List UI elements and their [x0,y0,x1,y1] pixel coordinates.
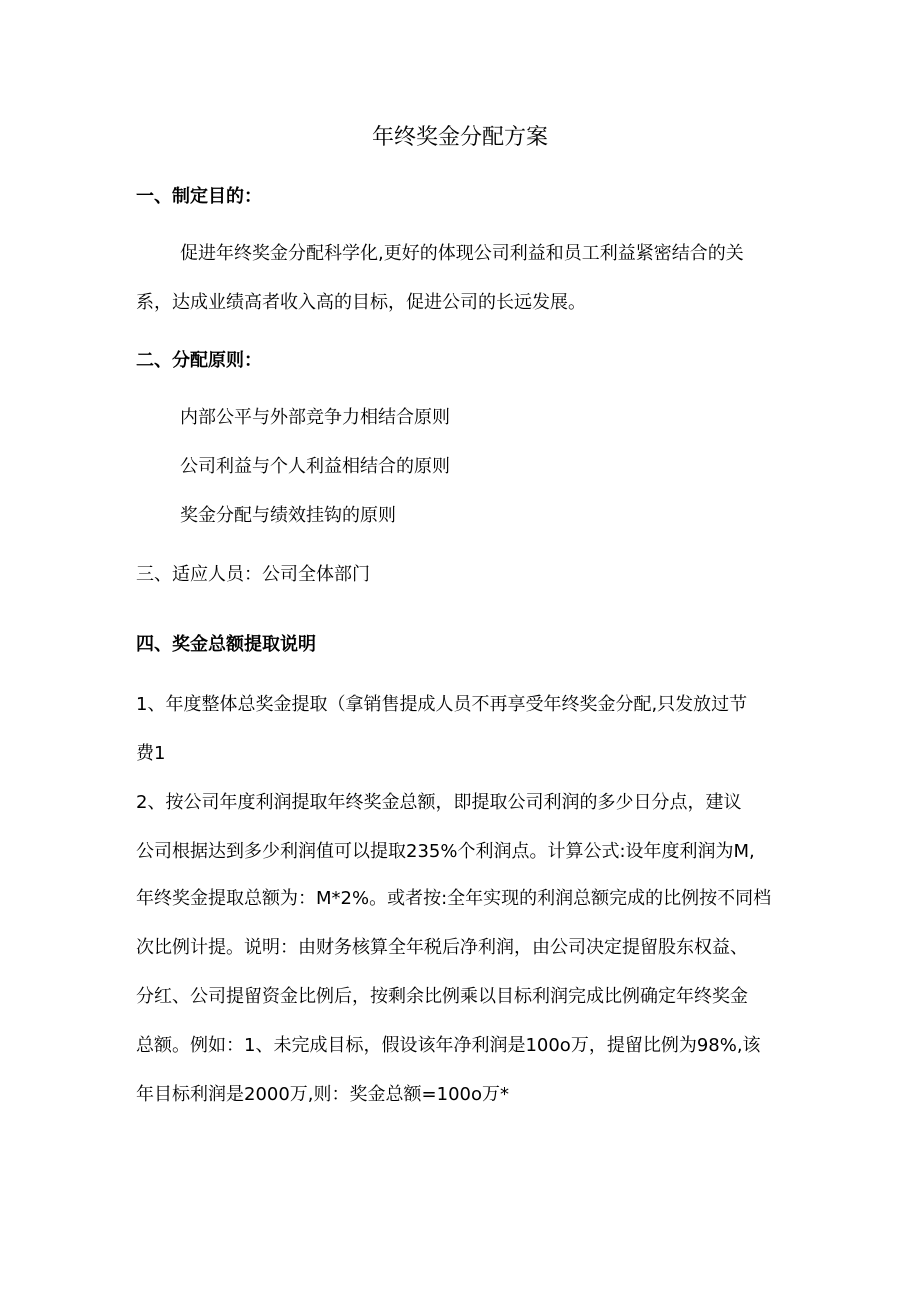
bonus-item-2-line-2: 公司根据达到多少利润值可以提取235%个利润点。计算公式:设年度利润为M, [136,841,755,862]
purpose-line-1: 促进年终奖金分配科学化,更好的体现公司利益和员工利益紧密结合的关 [180,243,744,264]
bonus-item-1-line-1: 1、年度整体总奖金提取（拿销售提成人员不再享受年终奖金分配,只发放过节 [136,694,748,715]
bonus-item-2-line-4: 次比例计提。说明：由财务核算全年税后净利润，由公司决定提留股东权益、 [136,937,748,958]
section-heading-principles: 二、分配原则： [136,350,262,371]
bonus-item-1-line-2: 费1 [136,743,166,764]
bonus-item-2-line-5: 分红、公司提留资金比例后，按剩余比例乘以目标利润完成比例确定年终奖金 [136,986,748,1007]
principle-item-2: 公司利益与个人利益相结合的原则 [180,456,450,477]
section-heading-bonus-total: 四、奖金总额提取说明 [136,634,316,655]
principle-item-1: 内部公平与外部竞争力相结合原则 [180,407,450,428]
principle-item-3: 奖金分配与绩效挂钩的原则 [180,505,396,526]
bonus-item-2-line-1: 2、按公司年度利润提取年终奖金总额，即提取公司利润的多少日分点，建议 [136,792,742,813]
bonus-item-2-line-7: 年目标利润是2000万,则：奖金总额=100o万* [136,1084,509,1105]
purpose-line-2: 系，达成业绩高者收入高的目标，促进公司的长远发展。 [136,292,586,313]
section-applicable-staff: 三、适应人员：公司全体部门 [136,564,370,585]
bonus-item-2-line-6: 总额。例如：1、未完成目标，假设该年净利润是100o万，提留比例为98%,该 [136,1035,761,1056]
bonus-item-2-line-3: 年终奖金提取总额为：M*2%。或者按:全年实现的利润总额完成的比例按不同档 [136,888,772,909]
section-heading-purpose: 一、制定目的： [136,186,262,207]
document-title: 年终奖金分配方案 [371,125,548,150]
